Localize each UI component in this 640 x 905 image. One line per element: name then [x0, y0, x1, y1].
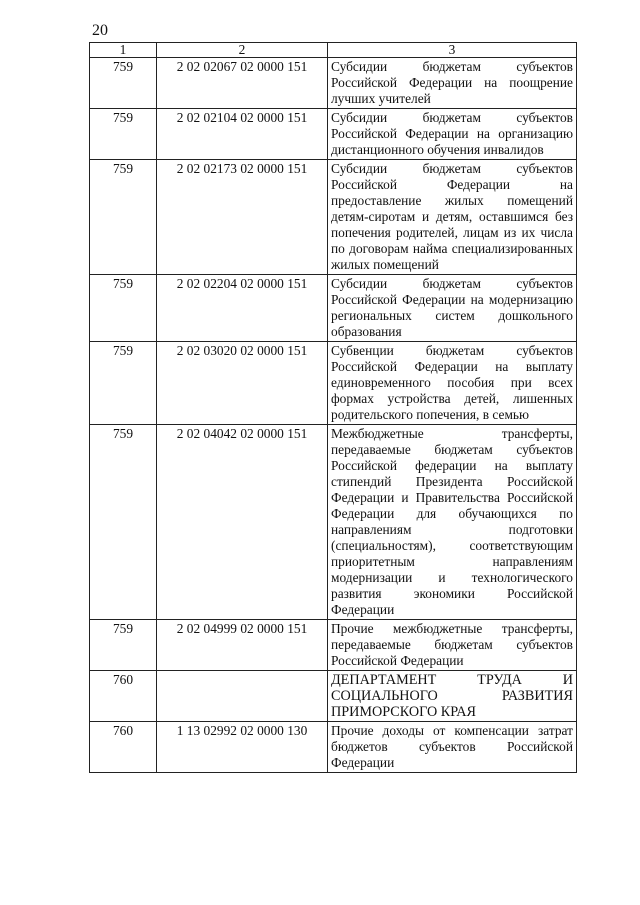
column-header-2: 2	[157, 43, 328, 58]
budget-code-cell: 2 02 04999 02 0000 151	[157, 620, 328, 671]
admin-code-cell: 759	[90, 160, 157, 275]
table-row	[90, 275, 577, 342]
table-row	[90, 620, 577, 671]
revenue-name-cell: Субсидии бюджетам субъектов Российской Федерации на организацию дистанционного обучения инвалидов	[328, 109, 577, 160]
table-row	[90, 722, 577, 773]
column-header-1: 1	[90, 43, 157, 58]
budget-code-cell	[157, 671, 328, 722]
budget-code-cell: 2 02 02067 02 0000 151	[157, 58, 328, 109]
table-row	[90, 109, 577, 160]
budget-code-cell: 1 13 02992 02 0000 130	[157, 722, 328, 773]
revenue-name-cell: Субсидии бюджетам субъектов Российской Федерации на модернизацию региональных систем дошкольного образования	[328, 275, 577, 342]
admin-code-cell: 759	[90, 425, 157, 620]
revenue-name-cell: Субсидии бюджетам субъектов Российской Федерации на поощрение лучших учителей	[328, 58, 577, 109]
revenue-name-cell: Межбюджетные трансферты, передаваемые бюджетам субъектов Российской федерации на выплату стипендий Президента Российской Федерации и Правительства Российской Федерации для обучающихся по направлениям подготовки (специальностям), соответствующим приоритетным направлениям модернизации и технологического развития экономики Российской Федерации	[328, 425, 577, 620]
column-header-3: 3	[328, 43, 577, 58]
page-number: 20	[92, 22, 108, 39]
revenue-name-cell: Прочие межбюджетные трансферты, передаваемые бюджетам субъектов Российской Федерации	[328, 620, 577, 671]
table-row	[90, 342, 577, 425]
budget-code-cell: 2 02 02104 02 0000 151	[157, 109, 328, 160]
budget-code-cell: 2 02 03020 02 0000 151	[157, 342, 328, 425]
table-header-row	[90, 43, 577, 58]
admin-code-cell: 759	[90, 109, 157, 160]
revenue-name-cell: Субсидии бюджетам субъектов Российской Федерации на предоставление жилых помещений детям-сиротам и детям, оставшимся без попечения родителей, лицам из их числа по договорам найма специализированных жилых помещений	[328, 160, 577, 275]
revenue-name-cell: Субвенции бюджетам субъектов Российской Федерации на выплату единовременного пособия при всех формах устройства детей, лишенных родительского попечения, в семью	[328, 342, 577, 425]
admin-code-cell: 759	[90, 342, 157, 425]
department-name-cell: ДЕПАРТАМЕНТ ТРУДА И СОЦИАЛЬНОГО РАЗВИТИЯ ПРИМОРСКОГО КРАЯ	[328, 671, 577, 722]
admin-code-cell: 759	[90, 620, 157, 671]
table-row	[90, 425, 577, 620]
department-row	[90, 671, 577, 722]
admin-code-cell: 760	[90, 671, 157, 722]
revenue-name-cell: Прочие доходы от компенсации затрат бюджетов субъектов Российской Федерации	[328, 722, 577, 773]
admin-code-cell: 759	[90, 275, 157, 342]
admin-code-cell: 759	[90, 58, 157, 109]
budget-revenue-table	[89, 42, 577, 773]
table-row	[90, 58, 577, 109]
budget-code-cell: 2 02 02173 02 0000 151	[157, 160, 328, 275]
budget-code-cell: 2 02 02204 02 0000 151	[157, 275, 328, 342]
budget-code-cell: 2 02 04042 02 0000 151	[157, 425, 328, 620]
table-row	[90, 160, 577, 275]
admin-code-cell: 760	[90, 722, 157, 773]
